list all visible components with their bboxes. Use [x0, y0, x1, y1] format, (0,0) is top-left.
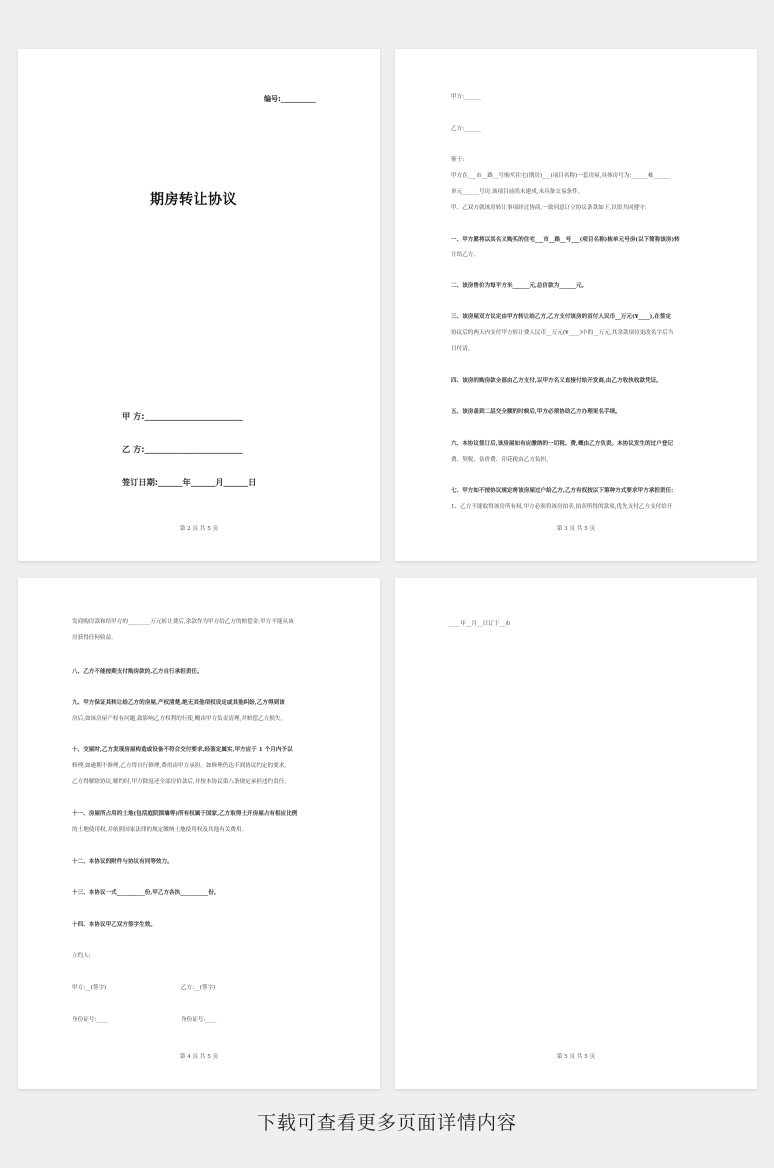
clause-line: 五、该房盖到二层交全额的时候后,甲方必须协助乙方办理更名手续。 [451, 409, 621, 415]
text-line: 协议后的两天内支付甲方转让费人民币__万元(¥____)中的__万元,其余款项待更改名字后当 [451, 330, 674, 336]
document-page-2 [18, 49, 380, 561]
clause-line: 九、甲方保证其转让给乙方的房屋,产权清楚,绝无其他项权设定或其他纠纷,乙方得到该 [72, 700, 285, 706]
text-line: 1、乙方不能取得该房所有权,甲方必须将该房拍卖,拍卖所得的款项,优先支付乙方支付给开 [451, 504, 673, 510]
clause-line: 六、本协议签订后,该房屋如有应缴纳的一切税、费,概由乙方负责。本协议发生的过户登记 [451, 441, 674, 447]
clause-line: 十三、本协议一式__________份,甲乙方各执__________份。 [72, 890, 220, 896]
party-b-line: 乙 方:________________________ [122, 444, 243, 454]
clause-line: 三、该房屋双方议定由甲方转让给乙方,乙方支付该房的首付人民币__万元(¥____),在签定 [451, 314, 672, 320]
clause-line: 八、乙方不能按期支付购房款的,乙方自行承担责任。 [72, 669, 203, 675]
text-line: 单元______号房,该项目前尚未建成,未具备交易条件。 [451, 189, 584, 195]
clause-line: 一、甲方愿将以其名义购买的住宅___市__路__号___(项目名称)栋单元号房(以下简称该房)转 [451, 237, 680, 243]
clause-line: 十、交屋时,乙方发现房屋构造或设备不符合交付要求,经鉴定属实,甲方应于 1 个月内予以 [72, 747, 293, 753]
page-footer: 第 2 页 共 5 页 [179, 526, 219, 532]
serial-number: 编号:__________ [264, 95, 316, 103]
page-footer: 第 4 页 共 5 页 [179, 1054, 219, 1060]
text-line: 甲方:______ [451, 94, 481, 100]
text-line: 发商购房款和给甲方的________万元转让费后,余款作为甲方给乙方的赔偿金,甲方不能从该 [72, 619, 294, 625]
clause-line: 四、该房的购房款全部由乙方支付,以甲方名义直接付给开发商,由乙方收执收款凭证。 [451, 378, 662, 384]
text-line: 乙方:______ [451, 126, 481, 132]
clause-line: 二、该房售价为每平方米______元,总价款为______元。 [451, 283, 588, 289]
page-footer: 第 5 页 共 5 页 [556, 1054, 596, 1060]
signature-party-a: 甲方:__(签字) [72, 985, 107, 991]
text-line: ____年__月__日订于__市 [449, 621, 511, 627]
text-line: 鉴于: [451, 157, 465, 163]
document-page-3 [395, 49, 757, 561]
document-page-4 [18, 578, 380, 1089]
clause-line: 十二、本协议的附件与协议有同等效力。 [72, 859, 173, 865]
clause-line: 七、甲方如不按协议规定将该房屋过户给乙方,乙方有权按以下第种方式要求甲方承担责任: [451, 488, 674, 494]
text-line: 房后,如该房屋产权有问题,致影响乙方权利的行使,概由甲方负责清理,并赔偿乙方损失。 [72, 716, 287, 722]
download-caption: 下载可查看更多页面详情内容 [256, 1112, 517, 1134]
text-line: 的土地使用权,并依照国家法律的规定缴纳土地使用权及其他有关费用。 [72, 827, 248, 833]
signature-party-b: 乙方:__(签字) [181, 985, 216, 991]
text-line: 房获得任何收益。 [72, 635, 117, 641]
page-footer: 第 3 页 共 5 页 [556, 526, 596, 532]
text-line: 日付清。 [451, 346, 474, 352]
text-line: 费、契税、估价费、印花税由乙方负担。 [451, 457, 552, 463]
text-line: 立约人: [72, 953, 91, 959]
document-title: 期房转让协议 [150, 192, 237, 208]
text-line: 甲、乙双方就该房转让事项经过协商,一致同意订立协议条款如下,以资共同遵守: [451, 205, 647, 211]
party-a-line: 甲 方:________________________ [122, 411, 243, 421]
text-line: 甲方在___市__路__号购买住宅(期房)___(项目名称)一套房屋,具体房号为:______栋______ [451, 173, 671, 179]
sign-date-line: 签订日期:______年______月______日 [122, 477, 257, 487]
clause-line: 十四、本协议甲乙双方签字生效。 [72, 922, 156, 928]
id-number-party-b: 身份证号:____ [181, 1017, 217, 1023]
text-line: 乙方得解除协议,解约时,甲方除返还全部房价款后,并按本协议第八条规定承担违约责任。 [72, 779, 290, 785]
text-line: 让给乙方。 [451, 252, 479, 258]
clause-line: 十一、房屋所占用的土地(包括庭院围墙等)所有权属于国家,乙方取得土开房屋占有相应比例 [72, 811, 298, 817]
document-page-5 [395, 578, 757, 1089]
id-number-party-a: 身份证号:____ [72, 1017, 108, 1023]
text-line: 修理,如逾期不修理,乙方得自行修理,费用由甲方承担。如修理仍达不到协议约定的要求, [72, 763, 287, 769]
